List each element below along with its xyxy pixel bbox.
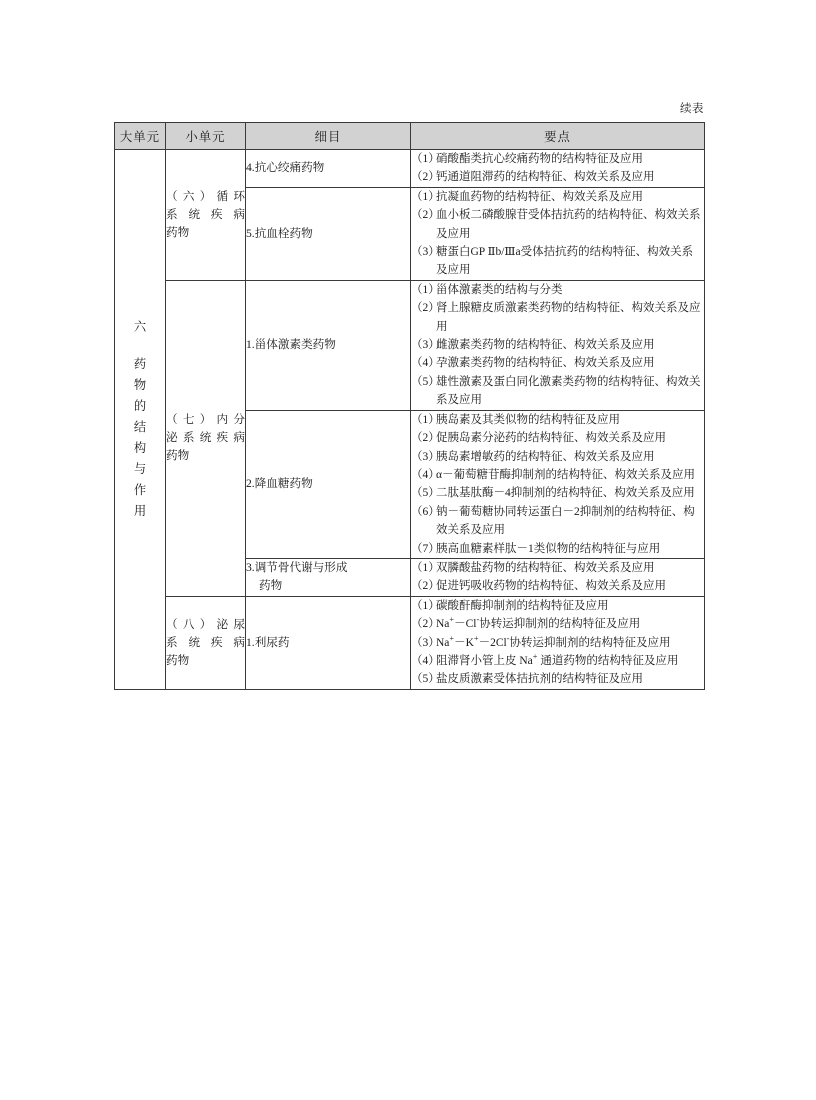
key-point-number: （1） bbox=[411, 190, 440, 203]
sub-unit-cell bbox=[166, 596, 246, 689]
continued-table-label: 续表 bbox=[680, 103, 704, 115]
detail-item-cell bbox=[246, 410, 411, 558]
key-point-item bbox=[411, 429, 704, 447]
key-point-number: （4） bbox=[411, 468, 440, 481]
column-header-item: 细目 bbox=[246, 123, 411, 150]
key-point-number: （5） bbox=[411, 673, 440, 686]
big-unit-name-char: 结 bbox=[133, 419, 147, 434]
key-point-number: （1） bbox=[411, 599, 440, 612]
key-point-text: 胰岛素及其类似物的结构特征及应用 bbox=[436, 413, 620, 426]
table-header bbox=[115, 123, 705, 150]
key-point-text: 肾上腺糖皮质激素类药物的结构特征、构效关系及应用 bbox=[436, 302, 701, 333]
key-point-text: 钙通道阻滞药的结构特征、构效关系及应用 bbox=[436, 171, 655, 184]
key-points-list bbox=[411, 411, 704, 558]
detail-item-label-line: 药物 bbox=[259, 579, 283, 593]
key-point-number: （7） bbox=[411, 542, 440, 555]
key-point-text: 促进钙吸收药物的结构特征、构效关系及应用 bbox=[436, 580, 666, 593]
big-unit-name-char: 物 bbox=[133, 377, 147, 392]
key-points-list bbox=[411, 559, 704, 596]
detail-item-label-line: 3.调节骨代谢与形成 bbox=[246, 561, 348, 575]
key-point-text: 胰高血糖素样肽－1类似物的结构特征与应用 bbox=[436, 542, 661, 555]
key-point-number: （4） bbox=[411, 654, 440, 667]
sub-unit-cell bbox=[166, 280, 246, 596]
detail-item-cell bbox=[246, 558, 411, 596]
key-point-text: 胰岛素增敏药的结构特征、构效关系及应用 bbox=[436, 450, 655, 463]
key-point-item bbox=[411, 634, 704, 652]
detail-item-cell bbox=[246, 150, 411, 188]
table-body bbox=[115, 150, 705, 690]
sub-unit-label-line: （六）循环 bbox=[166, 189, 245, 203]
sub-unit-label-line: （七）内分 bbox=[166, 413, 245, 427]
key-point-item bbox=[411, 373, 704, 410]
header-row bbox=[115, 123, 705, 150]
detail-item-cell bbox=[246, 596, 411, 689]
big-unit-name-char: 构 bbox=[133, 440, 147, 455]
key-point-text: 二肽基肽酶－4抑制剂的结构特征、构效关系及应用 bbox=[436, 487, 695, 500]
detail-item-cell bbox=[246, 187, 411, 280]
sub-unit-label-line: 药物 bbox=[166, 653, 190, 667]
key-point-text: 雌激素类药物的结构特征、构效关系及应用 bbox=[436, 339, 655, 352]
big-unit-name-char: 药 bbox=[133, 356, 147, 371]
key-point-number: （5） bbox=[411, 487, 440, 500]
sub-unit-label-line: 系统疾病 bbox=[166, 207, 245, 221]
big-unit-name-char: 的 bbox=[133, 398, 147, 413]
syllabus-table bbox=[114, 122, 705, 690]
key-point-text: 盐皮质激素受体拮抗剂的结构特征及应用 bbox=[436, 673, 643, 686]
key-point-number: （3） bbox=[411, 246, 440, 259]
key-point-text: 血小板二磷酸腺苷受体拮抗药的结构特征、构效关系及应用 bbox=[436, 209, 701, 240]
sub-unit-cell bbox=[166, 150, 246, 281]
key-point-number: （6） bbox=[411, 505, 440, 518]
big-unit-name-char: 与 bbox=[133, 461, 147, 476]
key-point-item bbox=[411, 466, 704, 484]
detail-item-label-line: 1.利尿药 bbox=[246, 635, 290, 649]
detail-item-label-line: 2.降血糖药物 bbox=[246, 477, 313, 491]
key-point-text: 抗凝血药物的结构特征、构效关系及应用 bbox=[436, 190, 643, 203]
key-point-item bbox=[411, 448, 704, 466]
key-point-item bbox=[411, 577, 704, 595]
key-point-item bbox=[411, 540, 704, 558]
key-point-text: Na+－K+－2Cl-协转运抑制剂的结构特征及应用 bbox=[436, 633, 671, 649]
key-point-number: （1） bbox=[411, 561, 440, 574]
key-point-text: α－葡萄糖苷酶抑制剂的结构特征、构效关系及应用 bbox=[436, 468, 696, 481]
key-point-item bbox=[411, 150, 704, 168]
key-point-item bbox=[411, 336, 704, 354]
key-point-item bbox=[411, 670, 704, 688]
key-point-text: 钠－葡萄糖协同转运蛋白－2抑制剂的结构特征、构效关系及应用 bbox=[436, 505, 695, 537]
key-point-number: （4） bbox=[411, 357, 440, 370]
key-point-text: 阻滞肾小管上皮 Na+ 通道药物的结构特征及应用 bbox=[436, 652, 679, 667]
key-point-number: （1） bbox=[411, 283, 440, 296]
key-point-text: 雄性激素及蛋白同化激素类药物的结构特征、构效关系及应用 bbox=[436, 375, 701, 407]
big-unit-spacer bbox=[115, 338, 165, 354]
key-point-text: 孕激素类药物的结构特征、构效关系及应用 bbox=[436, 357, 655, 370]
key-point-text: 促胰岛素分泌药的结构特征、构效关系及应用 bbox=[436, 432, 666, 445]
big-unit-cell bbox=[115, 150, 166, 690]
key-point-item bbox=[411, 559, 704, 577]
key-points-cell bbox=[411, 558, 705, 596]
key-point-item bbox=[411, 354, 704, 372]
key-point-item bbox=[411, 411, 704, 429]
key-point-item bbox=[411, 188, 704, 206]
key-point-number: （3） bbox=[411, 636, 440, 649]
column-header-points: 要点 bbox=[411, 123, 705, 150]
sub-unit-label-line: 系统疾病 bbox=[166, 635, 245, 649]
detail-item-label-line: 4.抗心绞痛药物 bbox=[246, 161, 325, 175]
key-points-cell bbox=[411, 150, 705, 188]
detail-item-label-line: 1.甾体激素类药物 bbox=[246, 338, 336, 352]
big-unit-name-char: 作 bbox=[133, 482, 147, 497]
key-point-item bbox=[411, 168, 704, 186]
table-row bbox=[115, 150, 705, 188]
key-point-number: （2） bbox=[411, 302, 440, 315]
key-point-item bbox=[411, 652, 704, 670]
key-point-number: （2） bbox=[411, 209, 440, 222]
key-point-text: 硝酸酯类抗心绞痛药物的结构特征及应用 bbox=[436, 153, 643, 165]
key-point-text: 糖蛋白GP Ⅱb/Ⅲa受体拮抗药的结构特征、构效关系及应用 bbox=[436, 246, 694, 277]
key-point-item bbox=[411, 299, 704, 336]
key-points-list bbox=[411, 150, 704, 187]
key-point-text: Na+－Cl-协转运抑制剂的结构特征及应用 bbox=[436, 615, 641, 631]
key-point-item bbox=[411, 281, 704, 299]
key-point-number: （2） bbox=[411, 618, 440, 631]
key-point-number: （2） bbox=[411, 171, 440, 184]
sub-unit-label-line: 泌系统疾病 bbox=[166, 431, 245, 445]
key-points-list bbox=[411, 597, 704, 689]
key-point-number: （3） bbox=[411, 450, 440, 463]
key-point-item bbox=[411, 243, 704, 280]
big-unit-name-char: 用 bbox=[133, 503, 147, 518]
key-point-number: （2） bbox=[411, 432, 440, 445]
detail-item-label-line: 5.抗血栓药物 bbox=[246, 226, 313, 240]
sub-unit-label-line: 药物 bbox=[166, 225, 190, 239]
key-point-item bbox=[411, 503, 704, 540]
key-point-number: （1） bbox=[411, 413, 440, 426]
table-row bbox=[115, 280, 705, 410]
key-points-cell bbox=[411, 410, 705, 558]
key-points-list bbox=[411, 281, 704, 410]
big-unit-number: 六 bbox=[133, 319, 147, 334]
key-point-text: 双膦酸盐药物的结构特征、构效关系及应用 bbox=[436, 561, 655, 574]
key-point-item bbox=[411, 206, 704, 243]
key-points-cell bbox=[411, 596, 705, 689]
key-points-list bbox=[411, 188, 704, 280]
key-point-text: 碳酸酐酶抑制剂的结构特征及应用 bbox=[436, 599, 609, 612]
column-header-sub-unit: 小单元 bbox=[166, 123, 246, 150]
table-row bbox=[115, 596, 705, 689]
key-point-text: 甾体激素类的结构与分类 bbox=[436, 283, 563, 296]
sub-unit-label-line: （八）泌尿 bbox=[166, 617, 245, 631]
key-points-cell bbox=[411, 187, 705, 280]
key-point-number: （5） bbox=[411, 375, 440, 388]
key-point-number: （3） bbox=[411, 339, 440, 352]
key-point-number: （1） bbox=[411, 153, 440, 165]
key-point-number: （2） bbox=[411, 580, 440, 593]
key-point-item bbox=[411, 597, 704, 615]
column-header-big-unit: 大单元 bbox=[115, 123, 166, 150]
key-points-cell bbox=[411, 280, 705, 410]
key-point-item bbox=[411, 615, 704, 633]
key-point-item bbox=[411, 484, 704, 502]
detail-item-cell bbox=[246, 280, 411, 410]
sub-unit-label-line: 药物 bbox=[166, 449, 190, 463]
